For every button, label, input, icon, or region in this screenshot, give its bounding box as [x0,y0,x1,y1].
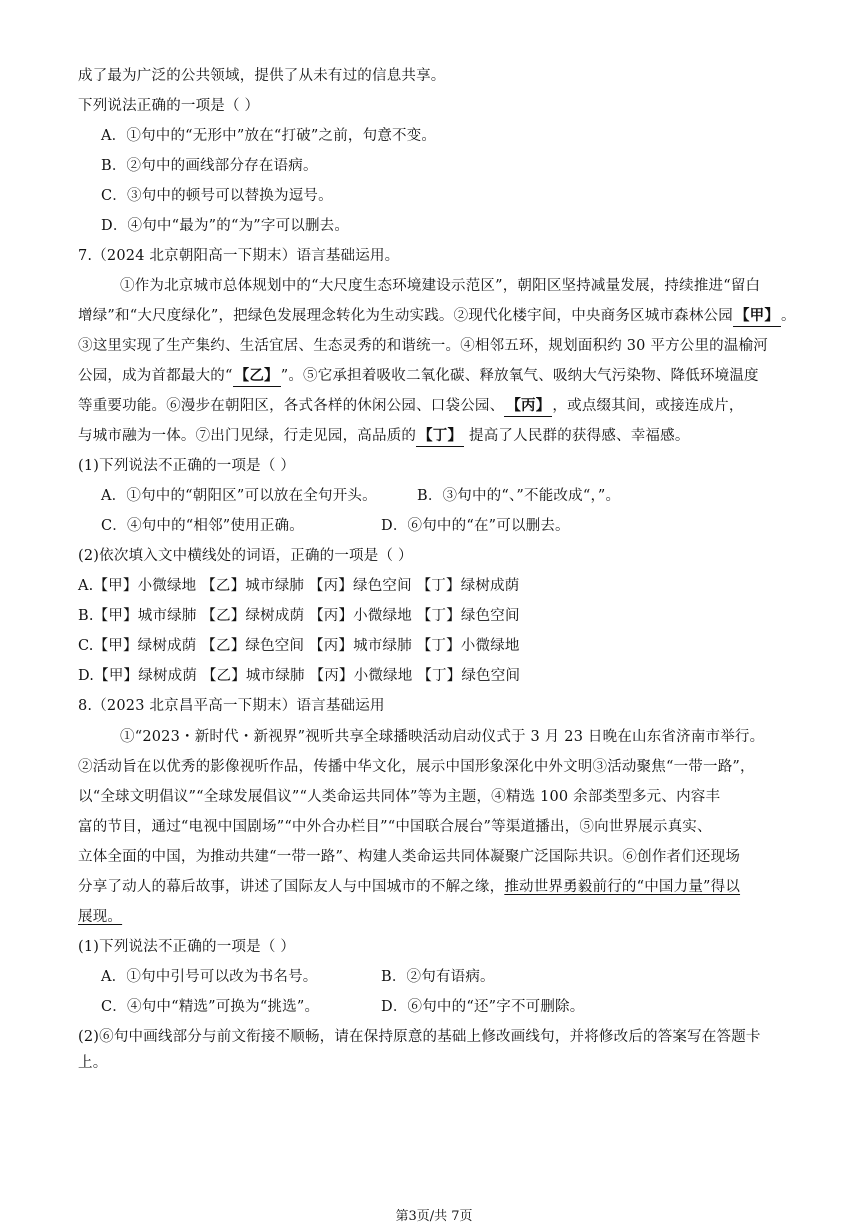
option-b: B．②句有语病。 [381,969,495,985]
option-a: A.【甲】小微绿地 【乙】城市绿肺 【丙】绿色空间 【丁】绿树成荫 [78,578,520,594]
sub-question-2: (2)依次填入文中横线处的词语，正确的一项是（ ） [78,548,413,564]
option-d: D．⑥句中的“还”字不可删除。 [381,999,585,1015]
blank-ding: 【丁】 [416,426,464,447]
passage-line: 公园，成为首都最大的“ 【乙】 ”。⑤它承担着吸收二氧化碳、释放氧气、吸纳大气污染物、降低环境温度 [78,366,790,387]
option-c: C．③句中的顿号可以替换为逗号。 [101,188,333,204]
blank-bing: 【丙】 [504,396,552,417]
option-row [101,967,790,987]
passage-line: ③这里实现了生产集约、生活宜居、生态灵秀的和谐统一。④相邻五环，规划面积约 30 平方公里的温榆河 [78,338,768,354]
question-prompt: 下列说法正确的一项是（ ） [78,98,260,114]
passage-line: 等重要功能。⑥漫步在朝阳区，各式各样的休闲公园、口袋公园、 【丙】 ，或点缀其间，或接连成片， [78,396,790,417]
underlined-sentence: 推动世界勇毅前行的“中国力量”得以 [504,879,741,895]
option-c: C.【甲】绿树成荫 【乙】绿色空间 【丙】城市绿肺 【丁】小微绿地 [78,638,520,654]
passage-line: 立体全面的中国，为推动共建“一带一路”、构建人类命运共同体凝聚广泛国际共识。⑥创作者们还现场 [78,849,741,865]
blank-yi: 【乙】 [233,366,281,387]
option-row [101,486,790,506]
option-d: D．④句中“最为”的“为”字可以删去。 [101,218,350,234]
option-a: A．①句中的“朝阳区”可以放在全句开头。 [101,488,377,504]
text-line: 上。 [78,1055,108,1071]
question-7-title: 7.（2024 北京朝阳高一下期末）语言基础运用。 [78,248,400,264]
option-b: B．③句中的“、”不能改成“，”。 [417,488,621,504]
passage-line: ①作为北京城市总体规划中的“大尺度生态环境建设示范区”，朝阳区坚持减量发展，持续推进“留白 [120,278,761,294]
option-a: A．①句中引号可以改为书名号。 [101,969,318,985]
text-line: 成了最为广泛的公共领域，提供了从未有过的信息共享。 [78,68,446,84]
passage-line: 分享了动人的幕后故事，讲述了国际友人与中国城市的不解之缘，推动世界勇毅前行的“中国力量”得以 [78,879,741,895]
passage-line: ②活动旨在以优秀的影像视听作品，传播中华文化，展示中国形象深化中外文明③活动聚焦“一带一路”， [78,759,755,775]
sub-question-1: (1)下列说法不正确的一项是（ ） [78,458,296,474]
option-c: C．④句中的“相邻”使用正确。 [101,518,304,534]
option-a: A．①句中的“无形中”放在“打破”之前，句意不变。 [101,128,437,144]
blank-jia: 【甲】 [733,306,781,327]
option-c: C．④句中“精选”可换为“挑选”。 [101,999,320,1015]
option-b: B．②句中的画线部分存在语病。 [101,158,318,174]
passage-line: 富的节目，通过“电视中国剧场”“中外合办栏目”“中国联合展台”等渠道播出，⑤向世界展示真实、 [78,819,712,835]
question-8-title: 8.（2023 北京昌平高一下期末）语言基础运用 [78,698,385,714]
option-row [101,997,790,1017]
option-b: B.【甲】城市绿肺 【乙】绿树成荫 【丙】小微绿地 【丁】绿色空间 [78,608,520,624]
passage-line: 与城市融为一体。⑦出门见绿，行走见园，高品质的 【丁】 提高了人民群的获得感、幸福感。 [78,426,790,447]
option-d: D.【甲】绿树成荫 【乙】城市绿肺 【丙】小微绿地 【丁】绿色空间 [78,668,521,684]
underlined-sentence: 展现。 [78,909,123,925]
option-row [101,516,790,536]
passage-line: 增绿”和“大尺度绿化”，把绿色发展理念转化为生动实践。②现代化楼宇间，中央商务区城市森林公园 【甲】 。 [78,306,790,327]
passage-line [78,907,790,927]
sub-question-1: (1)下列说法不正确的一项是（ ） [78,939,296,955]
passage-line: 以“全球文明倡议”“全球发展倡议”“人类命运共同体”等为主题，④精选 100 余部类型多元、内容丰 [78,789,721,805]
sub-question-2: (2)⑥句中画线部分与前文衔接不顺畅，请在保持原意的基础上修改画线句，并将修改后的答案写在答题卡 [78,1029,761,1045]
page-number: 第3页/共 7页 [395,1209,473,1224]
option-d: D．⑥句中的“在”可以删去。 [381,518,570,534]
passage-line: ①“2023・新时代・新视界”视听共享全球播映活动启动仪式于 3 月 23 日晚在山东省济南市举行。 [120,729,765,745]
